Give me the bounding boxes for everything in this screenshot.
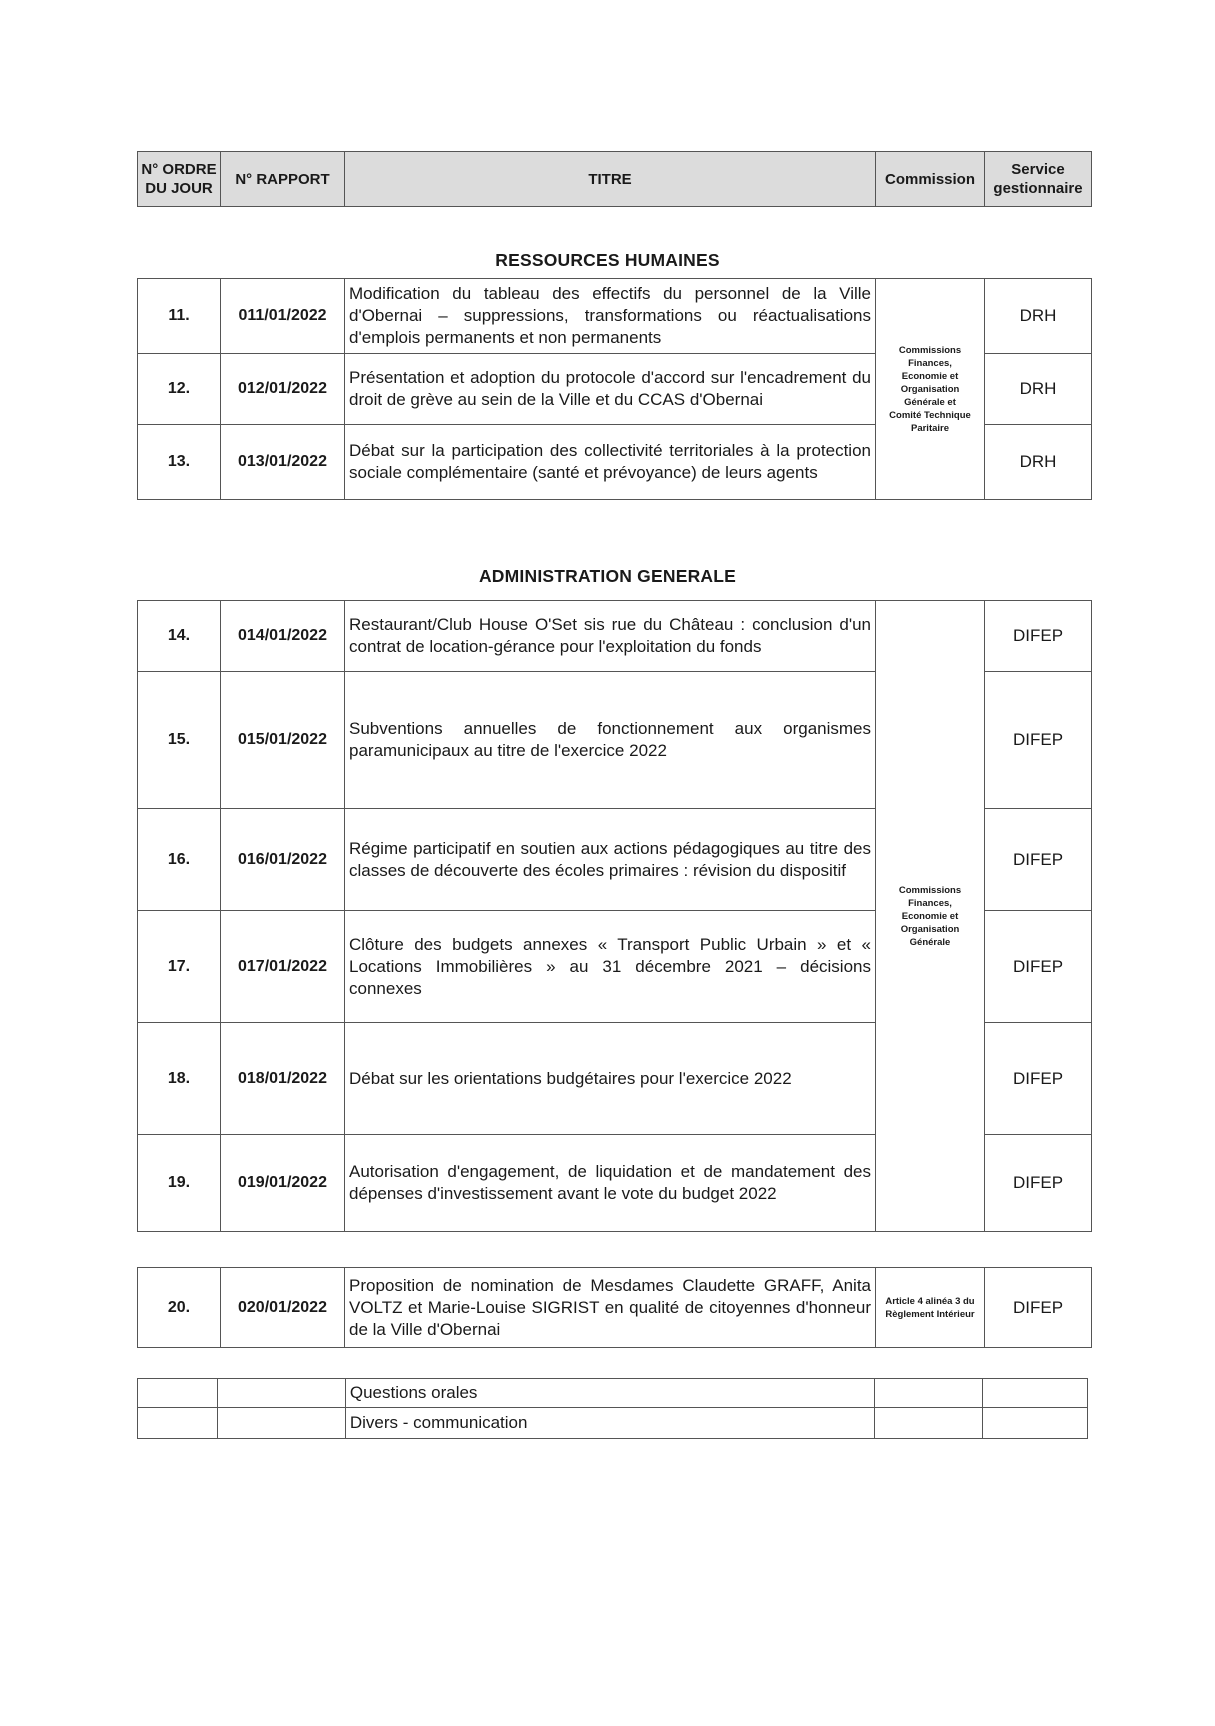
row-titre: Clôture des budgets annexes « Transport Public Urbain » et « Locations Immobilières » au 31 décembre 2021 – décisions connexes (345, 911, 876, 1023)
row-service: DRH (985, 425, 1092, 500)
commission-line: Paritaire (910, 422, 950, 434)
row-rapport: 011/01/2022 (221, 279, 345, 354)
commission-line: Générale (909, 936, 951, 948)
table-row (138, 601, 1092, 672)
row-titre: Autorisation d'engagement, de liquidation et de mandatement des dépenses d'investissement avant le vote du budget 2022 (345, 1135, 876, 1232)
misc-empty-cell (982, 1379, 1087, 1408)
row-service: DIFEP (985, 809, 1092, 911)
misc-empty-cell (218, 1379, 346, 1408)
row-titre: Proposition de nomination de Mesdames Claudette GRAFF, Anita VOLTZ et Marie-Louise SIGRIST en qualité de citoyennes d'honneur de la Ville d'Obernai (345, 1268, 876, 1348)
misc-empty-cell (218, 1408, 346, 1439)
row-rapport: 016/01/2022 (221, 809, 345, 911)
rh-table (137, 278, 1092, 500)
commission-line: Organisation (900, 383, 960, 395)
header-row (138, 152, 1092, 207)
row-commission (876, 601, 985, 1232)
row-rapport: 015/01/2022 (221, 672, 345, 809)
header-rapport: N° RAPPORT (221, 152, 345, 207)
table-row (138, 1408, 1088, 1439)
row-num: 14. (138, 601, 221, 672)
header-service (985, 152, 1092, 207)
misc-empty-cell (138, 1379, 218, 1408)
row-commission (876, 1268, 985, 1348)
misc-table (137, 1378, 1088, 1439)
misc-empty-cell (875, 1379, 982, 1408)
row-commission (876, 279, 985, 500)
table-row (138, 1268, 1092, 1348)
misc-questions: Questions orales (345, 1379, 874, 1408)
row-num: 19. (138, 1135, 221, 1232)
header-service-l2: gestionnaire (993, 180, 1083, 197)
commission-line: Article 4 alinéa 3 du (885, 1295, 975, 1307)
section-title-rh: RESSOURCES HUMAINES (495, 250, 720, 270)
commission-line: Commissions (898, 884, 962, 896)
commission-line: Organisation (900, 923, 960, 935)
row-service: DRH (985, 279, 1092, 354)
row-rapport: 019/01/2022 (221, 1135, 345, 1232)
row-num: 11. (138, 279, 221, 354)
misc-divers: Divers - communication (345, 1408, 874, 1439)
row-service: DIFEP (985, 1135, 1092, 1232)
row-titre: Régime participatif en soutien aux actions pédagogiques au titre des classes de découverte des écoles primaires : révision du dispositif (345, 809, 876, 911)
row-num: 16. (138, 809, 221, 911)
header-table (137, 151, 1092, 207)
row-titre: Restaurant/Club House O'Set sis rue du Château : conclusion d'un contrat de location-gérance pour l'exploitation du fonds (345, 601, 876, 672)
row-service: DIFEP (985, 672, 1092, 809)
row-num: 13. (138, 425, 221, 500)
ag-table (137, 600, 1092, 1232)
table-row (138, 279, 1092, 354)
table-row (138, 1379, 1088, 1408)
row-titre: Débat sur la participation des collectivité territoriales à la protection sociale complémentaire (santé et prévoyance) de leurs agents (345, 425, 876, 500)
row-service: DIFEP (985, 911, 1092, 1023)
commission-line: Comité Technique (889, 409, 971, 421)
row-num: 15. (138, 672, 221, 809)
item20-table (137, 1267, 1092, 1348)
row-num: 17. (138, 911, 221, 1023)
row-titre: Modification du tableau des effectifs du personnel de la Ville d'Obernai – suppressions, transformations ou réactualisations d'emplois permanents et non permanents (345, 279, 876, 354)
row-service: DIFEP (985, 1023, 1092, 1135)
row-rapport: 012/01/2022 (221, 354, 345, 425)
row-service: DIFEP (985, 601, 1092, 672)
commission-line: Finances, (908, 897, 952, 909)
commission-line: Finances, (908, 357, 952, 369)
row-titre: Débat sur les orientations budgétaires pour l'exercice 2022 (345, 1023, 876, 1135)
commission-line: Générale et (904, 396, 956, 408)
row-rapport: 014/01/2022 (221, 601, 345, 672)
misc-empty-cell (138, 1408, 218, 1439)
header-ordre (138, 152, 221, 207)
row-rapport: 018/01/2022 (221, 1023, 345, 1135)
row-num: 18. (138, 1023, 221, 1135)
row-num: 12. (138, 354, 221, 425)
row-rapport: 020/01/2022 (221, 1268, 345, 1348)
misc-empty-cell (982, 1408, 1087, 1439)
row-service: DIFEP (985, 1268, 1092, 1348)
header-commission: Commission (876, 152, 985, 207)
header-titre: TITRE (345, 152, 876, 207)
commission-line: Economie et (901, 370, 959, 382)
header-ordre-l1: N° ORDRE (141, 161, 217, 178)
header-service-l1: Service (1011, 161, 1065, 178)
commission-line: Economie et (901, 910, 959, 922)
row-rapport: 013/01/2022 (221, 425, 345, 500)
row-titre: Présentation et adoption du protocole d'accord sur l'encadrement du droit de grève au sein de la Ville et du CCAS d'Obernai (345, 354, 876, 425)
row-titre: Subventions annuelles de fonctionnement aux organismes paramunicipaux au titre de l'exercice 2022 (345, 672, 876, 809)
commission-line: Règlement Intérieur (885, 1308, 975, 1320)
section-title-ag: ADMINISTRATION GENERALE (478, 566, 737, 586)
row-num: 20. (138, 1268, 221, 1348)
header-ordre-l2: DU JOUR (145, 180, 213, 197)
misc-empty-cell (875, 1408, 982, 1439)
row-rapport: 017/01/2022 (221, 911, 345, 1023)
row-service: DRH (985, 354, 1092, 425)
commission-line: Commissions (898, 344, 962, 356)
